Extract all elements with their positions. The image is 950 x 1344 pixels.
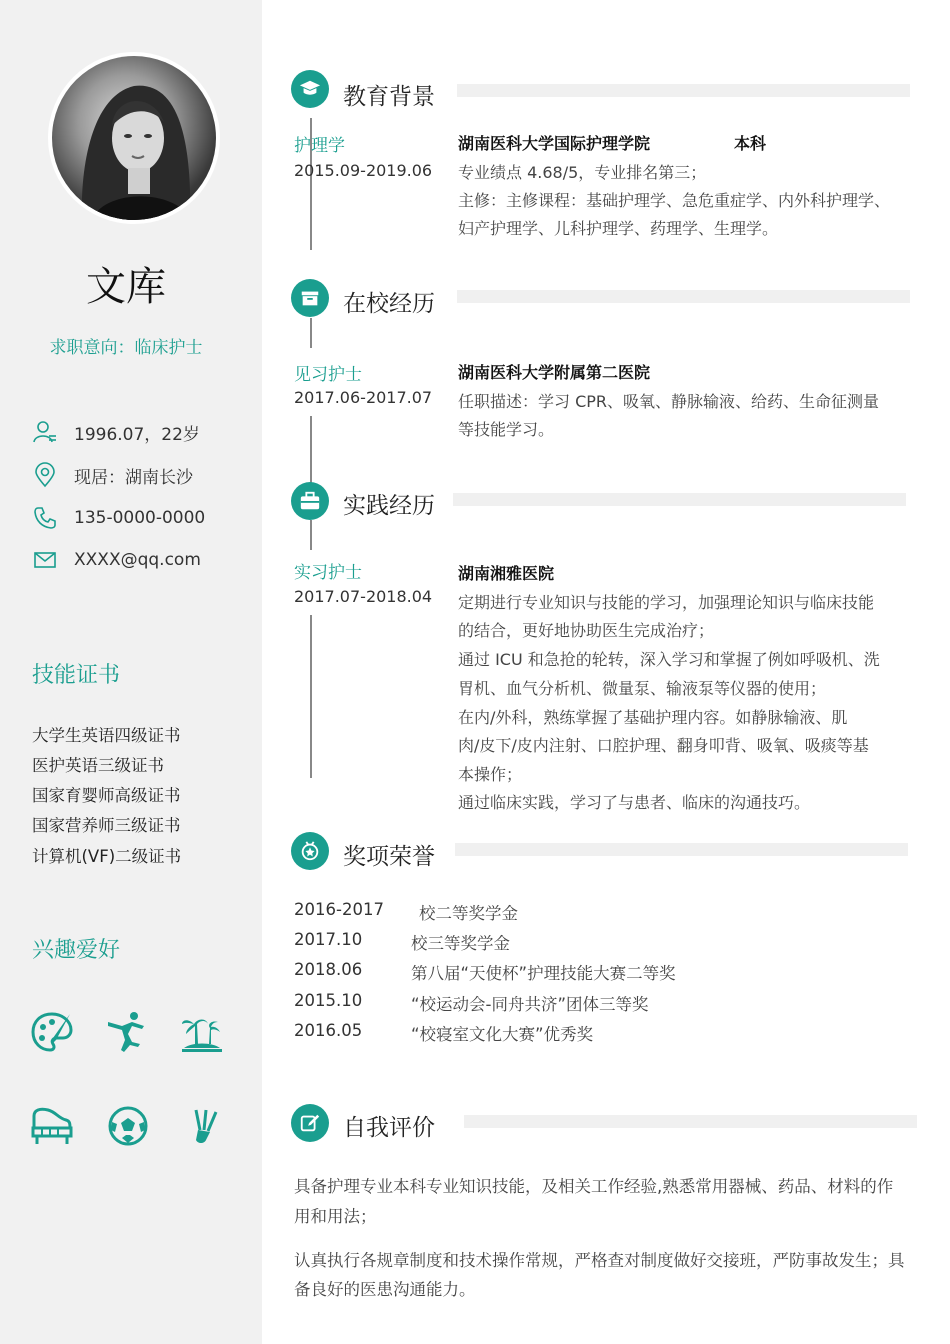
education-line: 妇产护理学、儿科护理学、药理学、生理学。	[458, 219, 779, 238]
birth-row	[32, 417, 200, 447]
email-text: XXXX@qq.com	[74, 550, 201, 570]
person-icon	[32, 419, 58, 445]
education-icon	[291, 70, 329, 108]
hobbies-title: 兴趣爱好	[32, 938, 121, 963]
award-text: “校寝室文化大赛”优秀奖	[411, 1025, 594, 1044]
phone-text: 135-0000-0000	[74, 508, 206, 528]
section-bar	[453, 493, 906, 506]
campus-title: 在校经历	[343, 291, 435, 317]
award-date: 2016.05	[294, 1021, 363, 1040]
timeline-line	[310, 416, 312, 486]
award-text: “校运动会-同舟共济”团体三等奖	[411, 995, 649, 1014]
practice-line: 通过临床实践，学习了与患者、临床的沟通技巧。	[458, 793, 811, 812]
campus-line: 任职描述：学习 CPR、吸氧、静脉输液、给药、生命征测量	[458, 392, 880, 411]
job-intent: 求职意向：临床护士	[49, 338, 203, 358]
education-degree: 本科	[734, 134, 767, 153]
self-eval-icon	[291, 1104, 329, 1142]
practice-line: 胃机、血气分析机、微量泵、输液泵等仪器的使用；	[458, 679, 827, 698]
section-bar	[457, 290, 910, 303]
self-eval-title: 自我评价	[343, 1115, 435, 1141]
avatar	[48, 52, 220, 224]
dance-icon	[104, 1010, 148, 1054]
awards-icon	[291, 832, 329, 870]
timeline-line	[310, 318, 312, 348]
sidebar	[0, 0, 262, 1344]
piano-icon	[30, 1104, 74, 1148]
location-row	[32, 460, 193, 490]
award-text: 第八届“天使杯”护理技能大赛二等奖	[411, 964, 676, 983]
phone-row	[32, 503, 205, 533]
section-bar	[464, 1115, 917, 1128]
practice-line: 本操作；	[458, 765, 523, 784]
campus-line: 等技能学习。	[458, 420, 555, 439]
practice-line: 的结合，更好地协助医生完成治疗；	[458, 621, 715, 640]
timeline-line	[310, 615, 312, 778]
award-date: 2015.10	[294, 991, 363, 1010]
campus-icon	[291, 279, 329, 317]
award-date: 2017.10	[294, 930, 363, 949]
beach-icon	[180, 1010, 224, 1054]
cert-item: 国家育婴师高级证书	[32, 786, 181, 805]
timeline-line	[310, 520, 312, 550]
practice-icon	[291, 482, 329, 520]
cert-item: 计算机(VF)二级证书	[32, 847, 182, 866]
education-title: 教育背景	[343, 84, 435, 110]
birth-text: 1996.07，22岁	[74, 424, 200, 445]
award-date: 2016-2017	[294, 900, 384, 919]
practice-line: 肉/皮下/皮内注射、口腔护理、翻身叩背、吸氧、吸痰等基	[458, 736, 869, 755]
self-eval-line: 认真执行各规章制度和技术操作常规，严格查对制度做好交接班，严防事故发生；具	[294, 1251, 905, 1270]
cert-item: 大学生英语四级证书	[32, 726, 181, 745]
award-text: 校三等奖学金	[411, 934, 510, 953]
practice-line: 定期进行专业知识与技能的学习，加强理论知识与临床技能	[458, 593, 875, 612]
profile-name: 文库	[86, 264, 166, 310]
section-bar	[457, 84, 910, 97]
mail-icon	[32, 547, 58, 573]
badminton-icon	[182, 1104, 226, 1148]
section-bar	[455, 843, 908, 856]
location-text: 现居：湖南长沙	[74, 467, 193, 488]
education-line: 主修：主修课程：基础护理学、急危重症学、内外科护理学、	[458, 191, 891, 210]
self-eval-line: 用和用法；	[294, 1207, 377, 1226]
education-line: 专业绩点 4.68/5，专业排名第三；	[458, 163, 707, 182]
campus-role: 见习护士	[294, 365, 362, 385]
profile-photo	[52, 56, 216, 220]
education-school: 湖南医科大学国际护理学院	[458, 134, 651, 153]
awards-title: 奖项荣誉	[343, 844, 435, 870]
campus-date: 2017.06-2017.07	[294, 388, 433, 407]
football-icon	[106, 1104, 150, 1148]
practice-title: 实践经历	[343, 493, 435, 519]
cert-item: 国家营养师三级证书	[32, 816, 181, 835]
phone-icon	[32, 505, 58, 531]
practice-org: 湖南湘雅医院	[458, 564, 555, 583]
award-date: 2018.06	[294, 960, 363, 979]
skills-title: 技能证书	[32, 663, 121, 688]
email-row	[32, 545, 201, 575]
campus-org: 湖南医科大学附属第二医院	[458, 363, 651, 382]
painting-icon	[30, 1010, 74, 1054]
award-text: 校二等奖学金	[419, 904, 518, 923]
education-major: 护理学	[294, 136, 345, 156]
practice-line: 通过 ICU 和急抢的轮转，深入学习和掌握了例如呼吸机、洗	[458, 650, 880, 669]
practice-line: 在内/外科，熟练掌握了基础护理内容。如静脉输液、肌	[458, 708, 848, 727]
self-eval-line: 具备护理专业本科专业知识技能，及相关工作经验,熟悉常用器械、药品、材料的作	[294, 1177, 894, 1196]
practice-date: 2017.07-2018.04	[294, 587, 433, 606]
cert-item: 医护英语三级证书	[32, 756, 164, 775]
location-pin-icon	[32, 462, 58, 488]
self-eval-line: 备良好的医患沟通能力。	[294, 1280, 476, 1299]
education-date: 2015.09-2019.06	[294, 161, 433, 180]
practice-role: 实习护士	[294, 563, 362, 583]
